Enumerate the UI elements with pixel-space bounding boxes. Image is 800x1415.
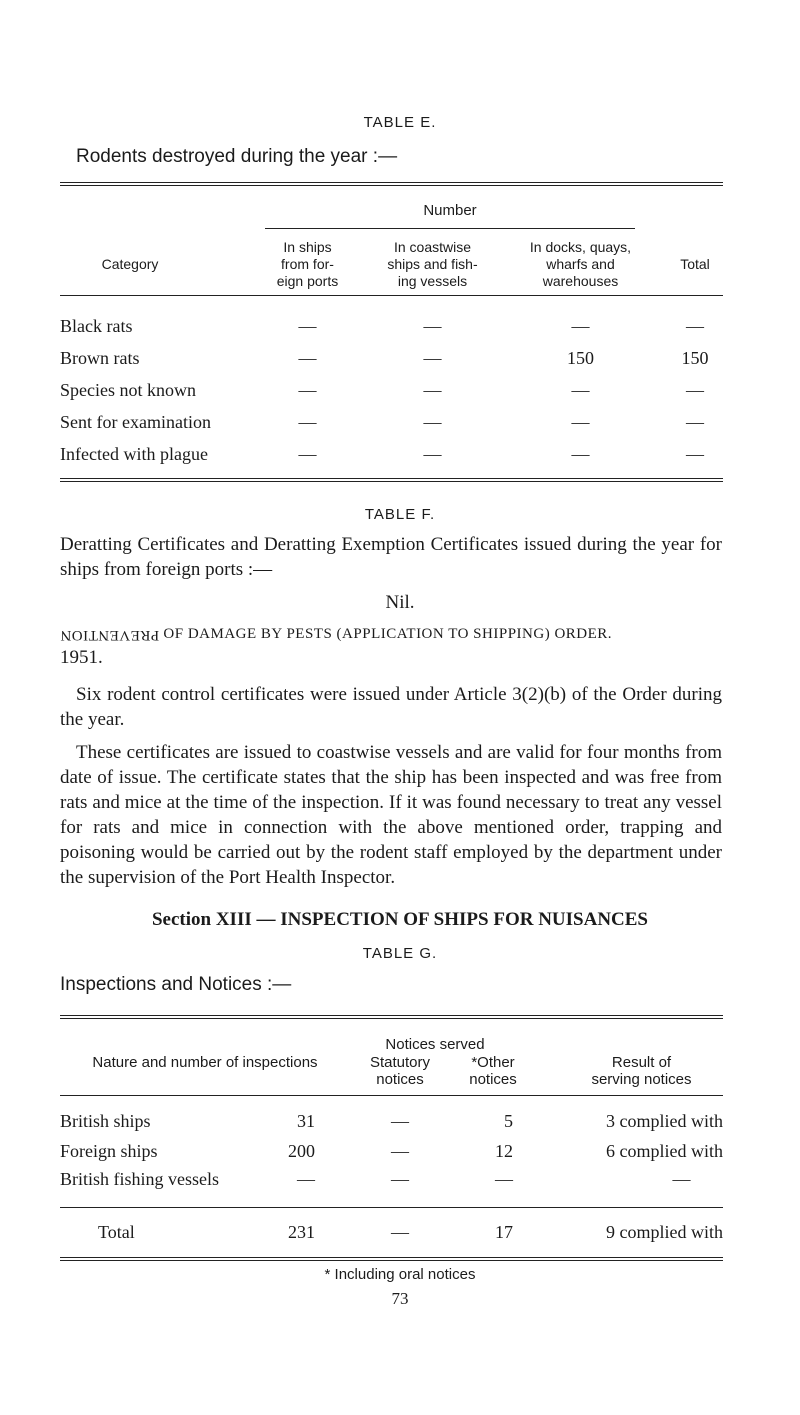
table-g-header-other: *Other notices: [469, 1054, 517, 1088]
table-g-row-statutory: —: [391, 1111, 409, 1131]
table-e-row-coastwise: —: [423, 412, 442, 432]
table-e-row-foreign: —: [298, 316, 317, 336]
table-g-header-nature: Nature and number of inspections: [92, 1054, 318, 1071]
table-g-header-result: Result of serving notices: [591, 1054, 692, 1088]
table-g-header-statutory: Statutory notices: [369, 1054, 431, 1088]
table-g-total-result: 9 complied with: [606, 1222, 723, 1242]
table-e-header-coastwise: In coastwise ships and fish- ing vessels: [387, 239, 478, 289]
table-e-top-rule-2: [60, 185, 723, 186]
table-e-header-rule: [60, 295, 723, 296]
table-g-bottom-rule-2: [60, 1260, 723, 1261]
table-g-row-statutory: —: [391, 1141, 409, 1161]
table-e-row-foreign: —: [298, 380, 317, 400]
table-e-bottom-rule: [60, 478, 723, 479]
table-g-intro: Inspections and Notices :—: [60, 974, 292, 995]
table-e-row-docks: —: [571, 412, 590, 432]
table-g-row-result: 3 complied with: [606, 1111, 723, 1131]
table-e-header-category: Category: [101, 256, 159, 272]
table-g-row-number: 31: [297, 1111, 315, 1131]
table-e-row-category: Sent for examination: [60, 412, 211, 432]
table-e-row-docks: —: [571, 380, 590, 400]
table-g-total-rule: [60, 1207, 723, 1208]
table-e-top-rule: [60, 182, 723, 183]
prevention-heading-year: 1951.: [60, 647, 103, 668]
table-e-row-coastwise: —: [423, 348, 442, 368]
table-e-row-total: —: [686, 444, 704, 464]
table-g-row-statutory: —: [391, 1169, 409, 1189]
table-g-row-number: 200: [288, 1141, 315, 1161]
prevention-heading-rest: OF DAMAGE BY PESTS (APPLICATION TO SHIPPING) ORDER.: [163, 626, 613, 642]
table-g-row-result: 6 complied with: [606, 1141, 723, 1161]
table-e-row-foreign: —: [298, 444, 317, 464]
table-e-row-total: —: [686, 412, 704, 432]
table-g-row-nature: British fishing vessels: [60, 1169, 220, 1189]
table-e-row-docks: 150: [567, 348, 594, 368]
table-e-row-foreign: —: [298, 412, 317, 432]
table-e-group-rule: [265, 228, 635, 229]
table-g-bottom-rule: [60, 1257, 723, 1258]
table-e-row-coastwise: —: [423, 316, 442, 336]
table-e-caption: TABLE E.: [363, 114, 437, 131]
table-g-caption: TABLE G.: [362, 945, 438, 962]
table-g-row-other: —: [495, 1169, 513, 1189]
prevention-paragraph-2: These certificates are issued to coastwise vessels and are valid for four months from date of issue. The certificate states that the ship has been inspected and was free from rats and mice at the time of the inspection. If it was found necessary to treat any vessel for rats and mice in connection with the above mentioned order, trapping and poisoning would be carried out by the rodent staff employed by the department under the supervision of the Port Health Inspector.: [60, 742, 722, 888]
table-e-row-total: —: [686, 380, 704, 400]
table-f-text: Deratting Certificates and Deratting Exemption Certificates issued during the year for ships from foreign ports :—: [60, 534, 722, 580]
table-e-row-category: Black rats: [60, 316, 133, 336]
table-g-header-rule: [60, 1095, 723, 1096]
table-e-row-coastwise: —: [423, 444, 442, 464]
table-g-row-number: —: [297, 1169, 315, 1189]
table-e-row-coastwise: —: [423, 380, 442, 400]
table-e-bottom-rule-2: [60, 481, 723, 482]
table-e-group-header: Number: [423, 202, 477, 219]
table-g-header-notices-served: Notices served: [385, 1036, 485, 1053]
table-e-header-foreign: In ships from for- eign ports: [276, 239, 339, 289]
table-e-header-total: Total: [680, 256, 710, 272]
table-e-row-category: Species not known: [60, 380, 196, 400]
table-e-row-total: 150: [681, 348, 709, 368]
table-g-top-rule: [60, 1015, 723, 1016]
table-e-row-docks: —: [571, 316, 590, 336]
table-g-row-result: —: [672, 1169, 691, 1189]
table-g-total-number: 231: [288, 1222, 315, 1242]
table-g-total-statutory: —: [391, 1222, 409, 1242]
table-e-header-docks: In docks, quays, wharfs and warehouses: [529, 239, 632, 289]
table-e-row-total: —: [686, 316, 704, 336]
table-g-total-other: 17: [495, 1222, 513, 1242]
table-e-row-foreign: —: [298, 348, 317, 368]
prevention-heading: [60, 626, 740, 643]
prevention-heading-rotated: PREVENTION: [60, 627, 160, 643]
table-e-row-docks: —: [571, 444, 590, 464]
section-heading: Section XIII — INSPECTION OF SHIPS FOR NUISANCES: [151, 909, 648, 930]
table-g-row-nature: British ships: [60, 1111, 151, 1131]
table-g-footnote: * Including oral notices: [324, 1266, 476, 1283]
page-number: 73: [391, 1289, 409, 1308]
table-e-intro: Rodents destroyed during the year :—: [76, 146, 398, 167]
table-e-row-category: Brown rats: [60, 348, 140, 368]
table-f-value: Nil.: [385, 592, 415, 613]
table-e-row-category: Infected with plague: [60, 444, 208, 464]
table-g-row-nature: Foreign ships: [60, 1141, 158, 1161]
table-g-row-other: 12: [495, 1141, 513, 1161]
prevention-paragraph-1: Six rodent control certificates were issued under Article 3(2)(b) of the Order during the year.: [60, 684, 722, 730]
table-g-top-rule-2: [60, 1018, 723, 1019]
table-f-caption: TABLE F.: [364, 506, 436, 523]
table-g-total-label: Total: [98, 1222, 135, 1242]
table-g-row-other: 5: [504, 1111, 513, 1131]
